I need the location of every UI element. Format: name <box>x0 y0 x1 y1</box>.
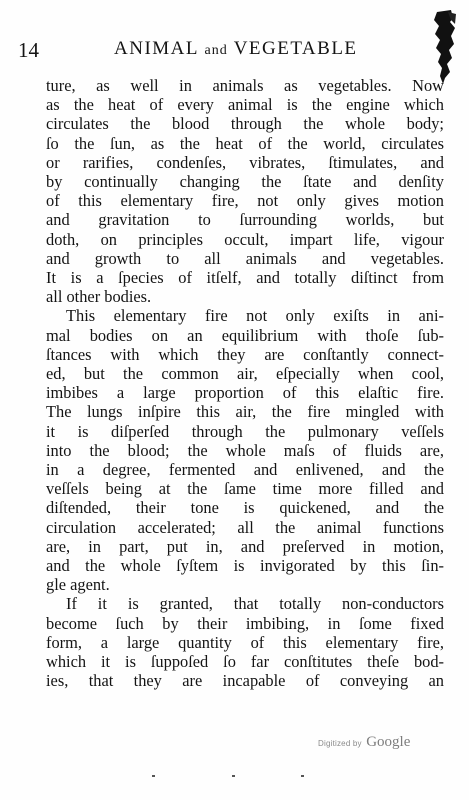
text-line: into the blood; the whole maſs of fluids are, <box>46 440 444 460</box>
digitization-credit <box>318 733 410 751</box>
scan-speck <box>232 775 235 777</box>
text-line: If it is granted, that totally non-conductors <box>66 594 444 614</box>
text-line: doth, on principles occult, impart life, vigour <box>46 229 444 249</box>
text-line: ed, but the common air, eſpecially when cool, <box>46 364 444 384</box>
scan-speck <box>152 775 155 777</box>
text-line: diſtended, their tone is quickened, and the <box>46 498 444 518</box>
paragraph-2 <box>46 306 444 594</box>
text-line: gle agent. <box>46 575 110 595</box>
text-line: mal bodies on an equilibrium with thoſe ſub- <box>46 325 444 345</box>
paragraph-3 <box>46 594 444 690</box>
text-line: of this elementary fire, not only gives motion <box>46 191 444 211</box>
text-line: The lungs inſpire this air, the fire mingled with <box>46 402 444 422</box>
text-line: ſtances with which they are conſtantly connect- <box>46 344 444 364</box>
text-line: as the heat of every animal is the engine which <box>46 95 444 115</box>
text-line: circulation accelerated; all the animal functions <box>46 517 444 537</box>
text-line: by continually changing the ſtate and denſity <box>46 172 444 192</box>
text-line: This elementary fire not only exiſts in ani- <box>66 306 444 326</box>
text-line: imbibes a large proportion of this elaſtic fire. <box>46 383 444 403</box>
text-line: ture, as well in animals as vegetables. Now <box>46 76 444 95</box>
text-line: it is diſperſed through the pulmonary veſſels <box>46 421 444 441</box>
credit-brand-logo: Google <box>366 734 411 750</box>
text-line: veſſels being at the ſame time more filled and <box>46 479 444 499</box>
text-line: ies, that they are incapable of conveying an <box>46 671 444 691</box>
page-header <box>16 38 416 68</box>
text-line: which it is ſuppoſed ſo far conſtitutes theſe bod- <box>46 652 444 672</box>
text-line: and the whole ſyſtem is invigorated by this ſin- <box>46 556 444 576</box>
page-number: 14 <box>18 38 39 62</box>
text-line: become ſuch by their imbibing, in ſome fixed <box>46 613 444 633</box>
text-line: ſo the ſun, as the heat of the world, circulates <box>46 133 444 153</box>
scan-speck <box>301 775 304 777</box>
text-line: in a degree, fermented and enlivened, and the <box>46 460 444 480</box>
running-head-word-1: ANIMAL <box>114 38 199 59</box>
text-line: are, in part, put in, and preſerved in motion, <box>46 536 444 556</box>
text-line: all other bodies. <box>46 287 152 307</box>
text-line: It is a ſpecies of itſelf, and totally diſtinct from <box>46 268 444 288</box>
running-head-word-2: and <box>204 43 228 58</box>
text-line: and gravitation to ſurrounding worlds, but <box>46 210 444 230</box>
text-line: form, a large quantity of this elementary fire, <box>46 632 444 652</box>
paragraph-1 <box>46 76 444 306</box>
running-head <box>114 38 358 60</box>
page-edge-ink-mark <box>431 8 457 86</box>
running-head-word-3: VEGETABLE <box>233 38 358 59</box>
text-line: and growth to all animals and vegetables. <box>46 248 444 268</box>
body-text <box>46 76 444 691</box>
text-line: or rarifies, condenſes, vibrates, ſtimulates, and <box>46 152 444 172</box>
credit-prefix: Digitized by <box>318 739 362 748</box>
text-line: circulates the blood through the whole body; <box>46 114 444 134</box>
